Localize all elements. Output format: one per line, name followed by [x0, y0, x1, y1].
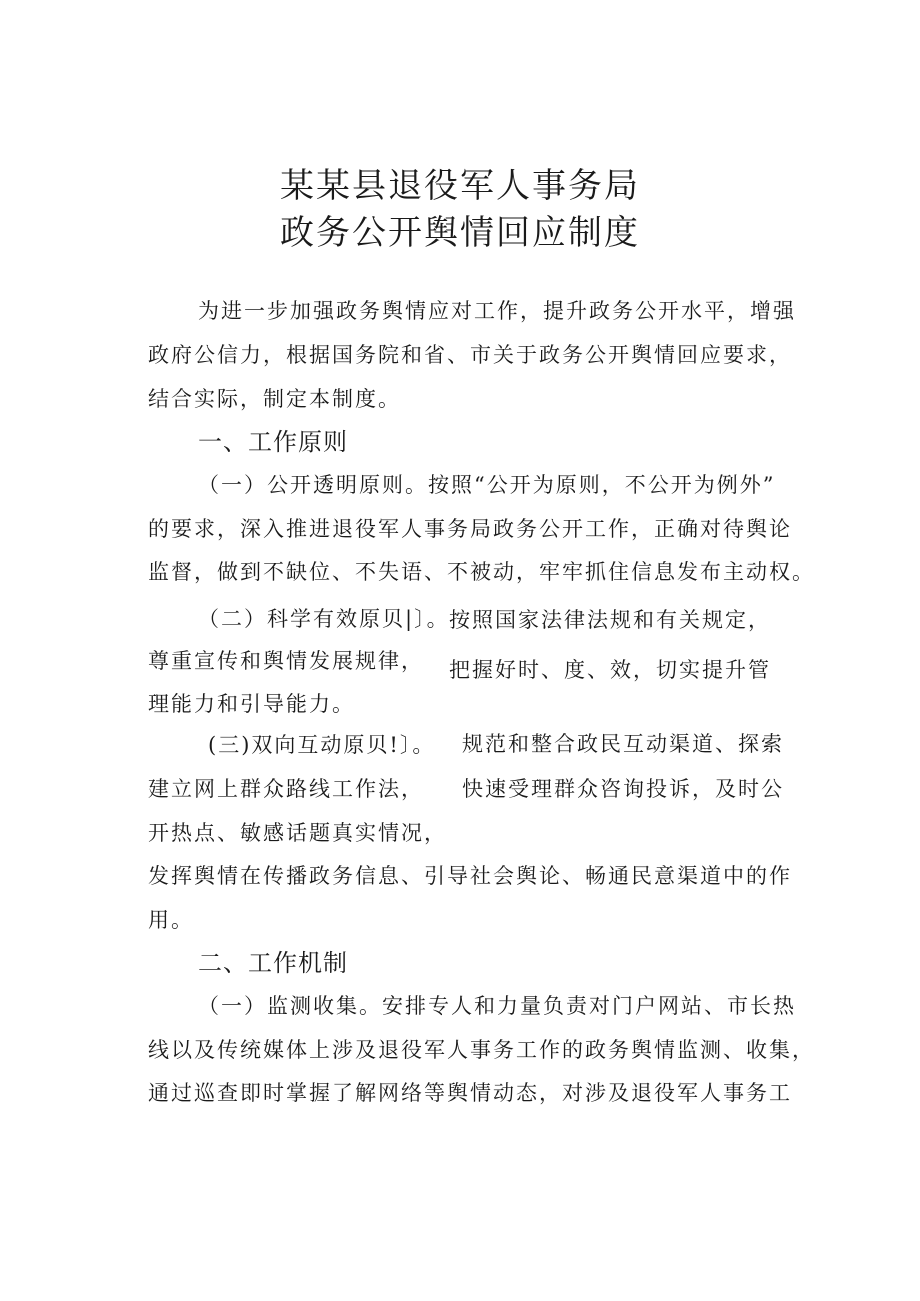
principle-2-line-2-left: 尊重宣传和舆情发展规律， — [148, 649, 424, 673]
principle-3-line-2-left: 建立网上群众路线工作法， — [148, 777, 424, 801]
intro-line-2: 政府公信力，根据国务院和省、市关于政务公开舆情回应要求， — [148, 343, 792, 367]
principle-3-line-2-right: 快速受理群众咨询投诉，及时公 — [462, 777, 784, 801]
principle-3-line-1-right: 规范和整合政民互动渠道、探索 — [462, 732, 784, 756]
principle-2-line-3: 理能力和引导能力。 — [148, 692, 355, 716]
document-title-line2: 政务公开舆情回应制度 — [280, 213, 640, 253]
principle-1-line-1: （一）公开透明原则。按照“公开为原则，不公开为例外” — [198, 473, 776, 497]
mechanism-1-line-3: 通过巡查即时掌握了解网络等舆情动态，对涉及退役军人事务工 — [148, 1081, 792, 1105]
mechanism-1-line-1: （一）监测收集。安排专人和力量负责对门户网站、市长热 — [198, 994, 796, 1018]
principle-2-line-1-left: （二）科学有效原贝|〕。 — [198, 607, 450, 631]
intro-line-1: 为进一步加强政务舆情应对工作，提升政务公开水平，增强 — [198, 299, 796, 323]
section-heading-mechanism: 二、工作机制 — [198, 949, 348, 977]
principle-3-line-5: 用。 — [148, 908, 194, 932]
principle-3-line-1-left: (三)双向互动原贝!〕。 — [208, 733, 436, 757]
principle-2-line-2-right: 把握好时、度、效，切实提升管 — [449, 658, 771, 682]
mechanism-1-line-2: 线以及传统媒体上涉及退役军人事务工作的政务舆情监测、收集， — [148, 1038, 815, 1062]
section-heading-principles: 一、工作原则 — [198, 428, 348, 456]
principle-1-line-3: 监督，做到不缺位、不失语、不被动，牢牢抓住信息发布主动权。 — [148, 560, 815, 584]
principle-3-line-4: 发挥舆情在传播政务信息、引导社会舆论、畅通民意渠道中的作 — [148, 864, 792, 888]
principle-1-line-2: 的要求，深入推进退役军人事务局政务公开工作，正确对待舆论 — [148, 517, 792, 541]
document-title-line1: 某某县退役军人事务局 — [280, 166, 640, 206]
principle-3-line-3: 开热点、敏感话题真实情况， — [148, 821, 447, 845]
intro-line-3: 结合实际，制定本制度。 — [148, 387, 401, 411]
principle-2-line-1-right: 按照国家法律法规和有关规定， — [449, 608, 771, 632]
